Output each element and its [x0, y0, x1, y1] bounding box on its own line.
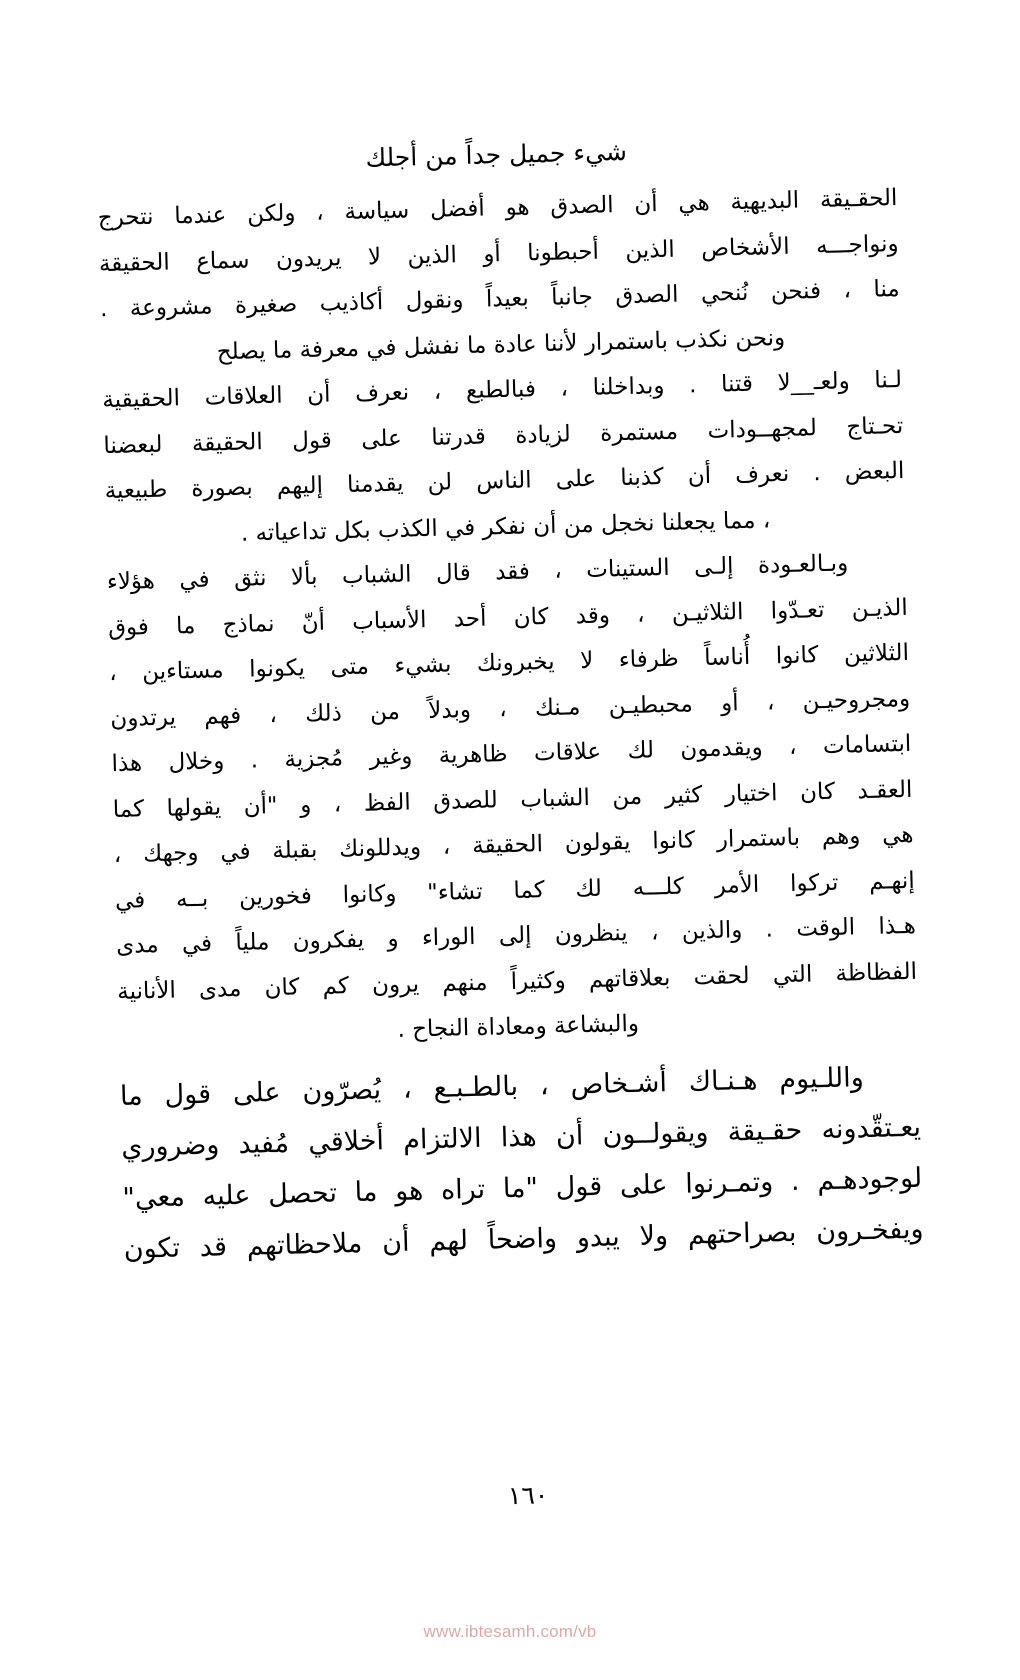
word: العقـد: [857, 776, 913, 804]
word: الوراء: [421, 923, 476, 952]
word: بصراحتهم: [687, 1216, 797, 1251]
word: منهم: [441, 969, 488, 997]
word: والذين: [681, 917, 743, 945]
word: أشـخاص: [570, 1066, 668, 1101]
word: يريدون: [275, 244, 342, 273]
word: بعلاقاتهم: [588, 964, 671, 993]
word: ظاهرية: [438, 741, 508, 769]
word: لك: [575, 875, 603, 902]
word: قول: [291, 426, 333, 454]
word: أن: [555, 1119, 584, 1152]
word: فنحن: [770, 277, 822, 306]
word: نعرف: [734, 460, 790, 489]
text-column: [96, 122, 924, 1274]
word: قال: [435, 559, 472, 587]
word: ،: [269, 701, 278, 728]
word: ويفخـرون: [815, 1213, 924, 1247]
word: الثلاثيـن: [671, 598, 744, 627]
word: الفظ: [363, 789, 411, 817]
word: مُجزية: [284, 745, 344, 773]
word: باستمرار: [716, 824, 801, 853]
word: وقد: [575, 601, 611, 629]
word: أن: [306, 381, 331, 409]
word: جانباً: [550, 283, 594, 311]
word: كانوا: [652, 827, 696, 855]
word: الوقت: [795, 914, 856, 942]
word: ،: [498, 695, 507, 722]
word: الصدق: [614, 281, 679, 310]
word: ،: [539, 1069, 550, 1101]
word: "أن: [243, 792, 278, 820]
word: كذبنا: [620, 464, 665, 492]
word: ملياً: [235, 929, 270, 956]
word: ويقولــون: [602, 1116, 709, 1151]
word: يعـتقّدونه: [821, 1111, 922, 1145]
word: الشباب: [519, 784, 591, 813]
word: الحقيقية: [101, 385, 181, 414]
word: هي: [881, 821, 914, 849]
word: فقد: [494, 558, 531, 586]
word: لك: [627, 737, 655, 765]
word: وتمـرنوا: [684, 1165, 774, 1200]
word: بعيداً: [485, 285, 530, 313]
word: مـنك: [534, 693, 581, 721]
word: مستاءين: [141, 657, 224, 686]
word: .: [812, 460, 821, 487]
word: سماع: [195, 246, 250, 275]
word: يقولها: [166, 793, 222, 822]
word: بالطـبـع: [433, 1070, 519, 1104]
word: الذين: [625, 236, 676, 264]
word: أو: [720, 689, 739, 717]
word: أخلاقي: [307, 1124, 385, 1158]
word: لوجودهـم: [816, 1162, 923, 1196]
paragraph-indent: [885, 1050, 920, 1102]
word: على: [555, 465, 597, 493]
word: البديهية: [730, 187, 800, 216]
text-line: والبشاعة ومعاداة النجاح .: [397, 1010, 640, 1043]
word: أن: [381, 1226, 410, 1258]
word: في: [181, 930, 213, 958]
word: الذين: [407, 241, 458, 269]
word: الالتزام: [402, 1122, 482, 1156]
word: العلاقات: [204, 382, 283, 411]
word: يقدمنا: [346, 470, 404, 499]
word: و: [387, 925, 399, 953]
word: واضحاً: [487, 1222, 558, 1256]
word: وخلال: [168, 748, 225, 776]
word: لـنا: [873, 366, 903, 394]
word: ،: [560, 375, 569, 402]
word: الأنانية: [116, 977, 177, 1005]
word: على: [360, 425, 403, 453]
word: ويقدمون: [680, 734, 763, 763]
word: الشباب: [341, 561, 412, 590]
word: ،: [766, 688, 775, 715]
word: نتحرج: [97, 203, 154, 232]
word: كما: [112, 795, 145, 823]
word: وبـالعـودة: [757, 550, 849, 579]
word: الحقـيقة: [819, 185, 898, 213]
word: .: [790, 1165, 800, 1197]
word: كان: [799, 778, 836, 806]
word: ولا: [639, 1219, 669, 1252]
word: هو: [505, 194, 530, 221]
word: ،: [108, 659, 117, 687]
word: ولعـ__لا: [777, 368, 850, 397]
paragraph-indent: [872, 540, 907, 586]
word: ،: [402, 1073, 413, 1105]
word: ،: [554, 557, 563, 584]
word: الأمر: [714, 871, 760, 899]
word: يقولون: [564, 828, 631, 857]
word: تكون: [123, 1232, 181, 1265]
word: وبداخلنا: [592, 372, 665, 401]
word: مدى: [115, 931, 159, 960]
word: ما: [119, 1079, 144, 1112]
word: مُفيد: [238, 1127, 290, 1160]
word: تراه: [440, 1173, 486, 1206]
word: قول: [555, 1170, 603, 1203]
word: نُنحي: [700, 279, 749, 308]
word: ظرفاء: [618, 645, 679, 674]
site-watermark: www.ibtesamh.com/vb: [423, 1622, 597, 1641]
word: من: [369, 698, 401, 726]
word: لن: [427, 469, 453, 496]
word: ومجروحيـن: [802, 685, 911, 715]
word: فخورين: [238, 882, 313, 911]
word: ونقول: [405, 287, 464, 315]
word: وكثيراً: [510, 967, 566, 995]
word: الحقيقة: [471, 831, 544, 859]
word: اختيار: [724, 779, 778, 808]
page-title: شيء جميل جداً من أجلك: [365, 136, 628, 173]
word: .: [688, 372, 697, 399]
word: حقـيقة: [727, 1114, 803, 1148]
word: كلـــه: [632, 873, 685, 901]
word: كانوا: [775, 642, 819, 670]
word: وضروري: [120, 1128, 220, 1163]
word: إلى: [498, 922, 532, 950]
word: .: [99, 296, 108, 323]
word: قد: [199, 1230, 228, 1263]
word: تحصل: [267, 1177, 338, 1210]
word: لا: [367, 243, 382, 270]
word: أُناساً: [703, 643, 751, 672]
word: ما: [354, 1175, 378, 1208]
word: الحقيقة: [98, 248, 171, 277]
word: ،: [113, 841, 122, 869]
word: الأسباب: [351, 606, 427, 635]
word: يكونوا: [248, 655, 306, 683]
word: نعرف: [354, 379, 410, 407]
word: الحقيقة: [191, 428, 264, 457]
word: قتنا: [720, 370, 754, 398]
word: لمجهــودات: [707, 414, 818, 444]
word: وكانوا: [342, 880, 397, 908]
word: مدى: [198, 975, 242, 1003]
word: يرتدون: [110, 703, 177, 732]
word: .: [765, 916, 774, 943]
word: لهم: [428, 1224, 469, 1257]
word: الستينات: [585, 554, 670, 583]
word: بقبلة: [272, 836, 318, 865]
word: إليهم: [276, 472, 324, 500]
word: بــه: [175, 885, 209, 912]
word: لزيادة: [514, 420, 572, 449]
text-line: ونحن نكذب باستمرار لأننا عادة ما نفشل في معرفة ما يصلح: [216, 324, 786, 365]
word: كم: [322, 972, 350, 1000]
word: إنهـم: [868, 867, 915, 895]
word: على: [619, 1168, 668, 1201]
word: محبطيـن: [608, 690, 694, 719]
paragraph-1: [97, 176, 906, 560]
word: تشاء": [426, 878, 483, 906]
word: مستمرة: [599, 418, 679, 447]
word: بشيء: [394, 651, 452, 679]
word: التي: [772, 960, 813, 988]
word: أن: [687, 462, 712, 490]
word: تركوا: [789, 869, 839, 897]
word: كان: [264, 973, 300, 1001]
word: عليه: [202, 1179, 251, 1212]
word: أن: [633, 191, 658, 218]
word: عندما: [173, 202, 227, 230]
word: أحبطونا: [526, 238, 600, 266]
word: أفضل: [429, 195, 486, 223]
word: ،: [843, 277, 852, 304]
word: في: [220, 838, 251, 866]
word: وهم: [821, 823, 861, 851]
paragraph-2: [106, 540, 918, 1061]
word: فبالطبع: [465, 376, 537, 404]
word: كما: [513, 876, 545, 904]
word: ذلك: [304, 699, 343, 727]
word: بصورة: [190, 474, 253, 502]
word: الناس: [475, 467, 532, 495]
word: وجهك: [142, 839, 199, 868]
word: يبدو: [576, 1220, 621, 1253]
word: صغيرة: [234, 291, 298, 319]
word: هـنـاك: [688, 1064, 758, 1098]
word: ابتسامات: [822, 730, 912, 760]
word: أو: [482, 240, 502, 268]
word: من: [612, 783, 643, 810]
word: هؤلاء: [106, 567, 156, 596]
word: يُصرّون: [301, 1073, 382, 1107]
word: يرون: [371, 970, 420, 999]
word: ،: [650, 919, 659, 946]
word: ينظرون: [554, 920, 628, 948]
word: ،: [433, 378, 442, 405]
word: ويدللونك: [338, 834, 422, 863]
word: "ما: [502, 1171, 539, 1204]
word: الثلاثين: [843, 639, 910, 668]
word: هو: [394, 1174, 424, 1207]
word: ونواجـــه: [815, 230, 899, 259]
word: ملاحظاتهم: [246, 1227, 363, 1262]
word: ،: [315, 199, 324, 226]
word: متى: [330, 653, 370, 681]
word: هـذا: [878, 912, 917, 940]
word: و: [299, 791, 312, 818]
word: يفكرون: [292, 926, 365, 955]
word: البعض: [844, 457, 905, 486]
word: نماذج: [222, 610, 275, 638]
word: فهم: [203, 702, 242, 730]
word: وغير: [369, 743, 413, 771]
word: للصدق: [432, 786, 499, 815]
word: إلـى: [693, 553, 734, 581]
word: على: [232, 1076, 281, 1109]
word: الذيـن: [851, 594, 909, 622]
word: كان: [513, 603, 549, 631]
page-number: ١٦٠: [507, 1480, 549, 1511]
word: أنّ: [301, 609, 326, 636]
word: مشروعة: [129, 293, 213, 322]
word: وبدلاً: [427, 696, 472, 724]
word: معي": [122, 1180, 186, 1214]
word: ،: [442, 833, 451, 860]
word: الصدق: [549, 192, 614, 220]
word: يخبرونك: [476, 648, 555, 677]
word: فوق: [107, 613, 150, 641]
word: علاقات: [533, 738, 602, 767]
word: الأشخاص: [700, 233, 790, 262]
word: أكاذيب: [319, 289, 384, 317]
word: هي: [678, 189, 711, 217]
text-line: ، مما يجعلنا نخجل من أن نفكر في الكذب بكل تداعياته .: [240, 506, 771, 547]
word: بألا: [290, 563, 318, 591]
word: في: [114, 886, 146, 914]
paragraph-3: [119, 1050, 924, 1274]
word: هذا: [500, 1120, 538, 1153]
word: نثق: [233, 565, 267, 592]
word: تعـدّوا: [770, 596, 825, 624]
word: سياسة: [344, 197, 410, 226]
word: قدرتنا: [430, 423, 487, 451]
word: في: [179, 566, 210, 594]
word: تحـتاج: [846, 412, 904, 440]
word: .: [250, 747, 259, 774]
word: لا: [579, 647, 594, 675]
word: ولكن: [246, 200, 296, 228]
word: لحقت: [693, 962, 750, 990]
word: أحد: [453, 605, 487, 632]
word: ،: [333, 790, 342, 817]
word: ،: [636, 601, 645, 628]
word: واللـيوم: [778, 1061, 865, 1095]
word: لبعضنا: [103, 431, 163, 459]
word: كثير: [664, 781, 703, 809]
word: منا: [873, 275, 901, 303]
word: هذا: [111, 750, 143, 778]
word: ما: [175, 612, 196, 639]
word: ،: [788, 733, 797, 760]
word: الفظاظة: [835, 958, 918, 987]
word: قول: [164, 1078, 212, 1111]
word: طبيعية: [104, 476, 168, 505]
